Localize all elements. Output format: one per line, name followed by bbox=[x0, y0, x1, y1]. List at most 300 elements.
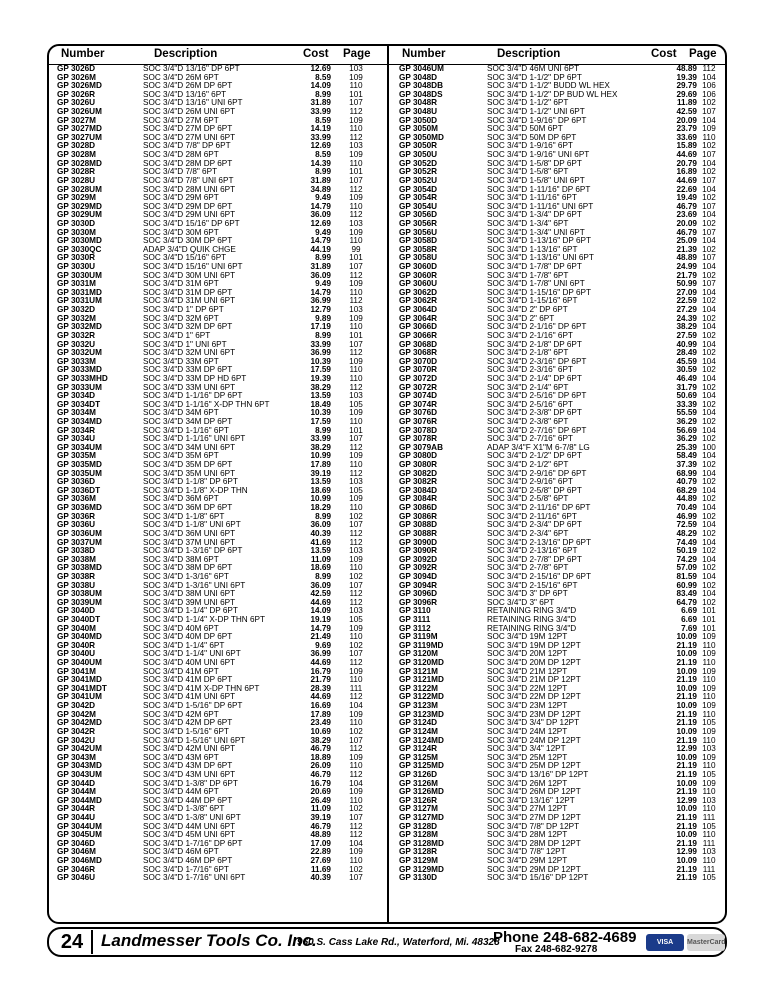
catalog-page: 107 bbox=[349, 520, 363, 530]
part-description: SOC 3/4"D 21M DP 12PT bbox=[487, 675, 581, 685]
part-number: GP 3045UM bbox=[57, 830, 102, 840]
part-cost: 10.09 bbox=[676, 701, 697, 711]
catalog-page: 103 bbox=[349, 218, 363, 228]
catalog-page: 109 bbox=[349, 494, 363, 504]
part-cost: 55.59 bbox=[676, 408, 697, 418]
part-cost: 44.19 bbox=[310, 244, 331, 254]
catalog-page: 110 bbox=[702, 675, 716, 685]
part-cost: 20.79 bbox=[676, 158, 697, 168]
part-description: SOC 3/4"D 36M 6PT bbox=[143, 494, 219, 504]
part-number: GP 3068R bbox=[399, 348, 438, 358]
part-cost: 23.49 bbox=[310, 718, 331, 728]
part-description: SOC 3/4"D 1-5/16" DP 6PT bbox=[143, 701, 243, 711]
part-cost: 16.89 bbox=[676, 167, 697, 177]
part-description: ADAP 3/4"D QUIK CHGE bbox=[143, 244, 236, 254]
part-cost: 30.59 bbox=[676, 365, 697, 375]
part-number: GP 3036UM bbox=[57, 528, 102, 538]
part-description: SOC 3/4"D 38M DP 6PT bbox=[143, 563, 233, 573]
part-cost: 21.19 bbox=[676, 658, 697, 668]
part-description: SOC 3/4"D 44M DP 6PT bbox=[143, 795, 233, 805]
part-description: SOC 3/4"D 28M DP 6PT bbox=[143, 158, 233, 168]
part-number: GP 3084R bbox=[399, 494, 438, 504]
catalog-page: 107 bbox=[702, 279, 716, 289]
part-number: GP 3044M bbox=[57, 787, 96, 797]
part-description: SOC 3/4"D 30M 6PT bbox=[143, 227, 219, 237]
part-description: SOC 3/4"D 1-9/16" UNI 6PT bbox=[487, 150, 590, 160]
part-number: GP 3027M bbox=[57, 115, 96, 125]
part-description: SOC 3/4"D 27M 12PT bbox=[487, 804, 568, 814]
part-description: SOC 3/4"D 37M UNI 6PT bbox=[143, 537, 236, 547]
catalog-page: 107 bbox=[702, 227, 716, 237]
part-description: SOC 3/4"D 2-15/16" 6PT bbox=[487, 580, 578, 590]
catalog-page: 99 bbox=[351, 244, 361, 254]
part-description: SOC 3/4"D 1-5/16" 6PT bbox=[143, 726, 229, 736]
part-description: SOC 3/4"D 27M UNI 6PT bbox=[143, 132, 236, 142]
catalog-page: 104 bbox=[702, 451, 716, 461]
part-cost: 36.09 bbox=[310, 210, 331, 220]
part-description: SOC 3/4"D 1-15/16" DP 6PT bbox=[487, 287, 591, 297]
catalog-page: 110 bbox=[702, 830, 716, 840]
part-cost: 36.29 bbox=[676, 416, 697, 426]
catalog-page: 109 bbox=[349, 193, 363, 203]
catalog-page: 112 bbox=[349, 270, 363, 280]
catalog-page: 105 bbox=[702, 769, 716, 779]
part-description: SOC 3/4"D 1-7/16" UNI 6PT bbox=[143, 873, 246, 883]
part-description: SOC 3/4"D 21M 12PT bbox=[487, 666, 568, 676]
part-description: SOC 3/4"D 26M DP 6PT bbox=[143, 81, 233, 91]
part-cost: 19.39 bbox=[676, 72, 697, 82]
catalog-page: 109 bbox=[349, 623, 363, 633]
part-description: SOC 3/4"D 2-1/4" DP 6PT bbox=[487, 373, 582, 383]
part-cost: 10.09 bbox=[676, 726, 697, 736]
part-cost: 21.19 bbox=[676, 709, 697, 719]
part-description: SOC 3/4"D 43M 6PT bbox=[143, 752, 219, 762]
part-description: SOC 3/4"D 1-7/8" DP 6PT bbox=[487, 262, 582, 272]
phone-number: Phone 248-682-4689 bbox=[493, 929, 637, 946]
part-cost: 31.89 bbox=[310, 98, 331, 108]
catalog-page: 110 bbox=[702, 692, 716, 702]
part-number: GP 3027UM bbox=[57, 132, 102, 142]
part-description: SOC 3/4"D 38M UNI 6PT bbox=[143, 589, 236, 599]
catalog-page: 107 bbox=[702, 253, 716, 263]
part-number: GP 3031M bbox=[57, 279, 96, 289]
part-number: GP 3042MD bbox=[57, 718, 102, 728]
part-cost: 16.79 bbox=[310, 778, 331, 788]
part-number: GP 3040R bbox=[57, 640, 96, 650]
part-number: GP 3123MD bbox=[399, 709, 444, 719]
catalog-page: 109 bbox=[702, 726, 716, 736]
catalog-page: 110 bbox=[702, 658, 716, 668]
part-number: GP 3038M bbox=[57, 554, 96, 564]
catalog-page: 109 bbox=[349, 408, 363, 418]
catalog-page: 102 bbox=[702, 477, 716, 487]
part-number: GP 3092D bbox=[399, 554, 438, 564]
part-cost: 8.59 bbox=[315, 115, 331, 125]
catalog-page: 101 bbox=[702, 615, 716, 624]
part-description: SOC 3/4"D 35M 6PT bbox=[143, 451, 219, 461]
part-number: GP 3124R bbox=[399, 744, 438, 754]
part-cost: 10.09 bbox=[676, 856, 697, 866]
part-description: SOC 3/4"D 26M DP 12PT bbox=[487, 787, 581, 797]
part-description: SOC 3/4"D 2-3/4" DP 6PT bbox=[487, 520, 582, 530]
part-cost: 26.09 bbox=[310, 761, 331, 771]
part-number: GP 3121M bbox=[399, 666, 438, 676]
catalog-page: 110 bbox=[349, 236, 363, 246]
part-cost: 21.19 bbox=[676, 838, 697, 848]
catalog-page: 112 bbox=[349, 468, 363, 478]
catalog-page: 104 bbox=[702, 115, 716, 125]
part-cost: 21.19 bbox=[676, 761, 697, 771]
company-address: 960 S. Cass Lake Rd., Waterford, Mi. 48328 bbox=[297, 937, 500, 948]
part-number: GP 3029MD bbox=[57, 201, 102, 211]
part-cost: 48.89 bbox=[676, 64, 697, 73]
part-description: RETAINING RING 3/4"D bbox=[487, 615, 577, 624]
catalog-page: 110 bbox=[349, 632, 363, 642]
catalog-page: 102 bbox=[702, 348, 716, 358]
part-number: GP 3125M bbox=[399, 752, 438, 762]
part-number: GP 3043MD bbox=[57, 761, 102, 771]
catalog-page: 112 bbox=[349, 744, 363, 754]
part-cost: 24.99 bbox=[676, 262, 697, 272]
part-cost: 33.99 bbox=[310, 434, 331, 444]
part-number: GP 3040UM bbox=[57, 658, 102, 668]
catalog-page: 101 bbox=[349, 89, 363, 99]
part-description: SOC 3/4"D 41M X-DP THN 6PT bbox=[143, 683, 260, 693]
catalog-page: 112 bbox=[349, 132, 363, 142]
part-cost: 21.49 bbox=[310, 632, 331, 642]
part-description: SOC 3/4"D 1-7/8" UNI 6PT bbox=[487, 279, 585, 289]
part-number: GP 3127MD bbox=[399, 813, 444, 823]
part-cost: 9.69 bbox=[315, 640, 331, 650]
part-number: GP 3032UM bbox=[57, 348, 102, 358]
catalog-page: 107 bbox=[349, 813, 363, 823]
part-cost: 21.19 bbox=[676, 769, 697, 779]
part-description: SOC 3/4"D 1-3/16" DP 6PT bbox=[143, 546, 243, 556]
part-cost: 8.99 bbox=[315, 89, 331, 99]
part-cost: 45.59 bbox=[676, 356, 697, 366]
part-number: GP 3034MD bbox=[57, 416, 102, 426]
part-description: SOC 3/4"D 28M 12PT bbox=[487, 830, 568, 840]
part-cost: 10.39 bbox=[310, 356, 331, 366]
part-cost: 38.29 bbox=[676, 322, 697, 332]
catalog-page: 104 bbox=[702, 287, 716, 297]
part-cost: 6.69 bbox=[681, 606, 697, 616]
part-cost: 22.69 bbox=[676, 184, 697, 194]
part-description: SOC 3/4"D 42M UNI 6PT bbox=[143, 744, 236, 754]
part-description: SOC 3/4"D 2-9/16" DP 6PT bbox=[487, 468, 587, 478]
part-number: GP 3128D bbox=[399, 821, 438, 831]
part-number: GP 3028R bbox=[57, 167, 96, 177]
part-number: GP 3038D bbox=[57, 546, 96, 556]
part-description: SOC 3/4"D 3/4" DP 12PT bbox=[487, 718, 580, 728]
part-cost: 8.99 bbox=[315, 425, 331, 435]
part-description: SOC 3/4"D 30M DP 6PT bbox=[143, 236, 233, 246]
part-description: SOC 3/4"D 1-3/8" DP 6PT bbox=[143, 778, 238, 788]
part-cost: 50.99 bbox=[676, 279, 697, 289]
catalog-page: 109 bbox=[349, 847, 363, 857]
part-number: GP 3056R bbox=[399, 218, 438, 228]
part-description: SOC 3/4"D 29M 12PT bbox=[487, 856, 568, 866]
part-cost: 12.99 bbox=[676, 744, 697, 754]
page-number: 24 bbox=[53, 930, 93, 954]
catalog-page: 110 bbox=[349, 287, 363, 297]
part-description: SOC 3/4"D 41M UNI 6PT bbox=[143, 692, 236, 702]
right-rows bbox=[389, 65, 727, 883]
part-cost: 40.79 bbox=[676, 477, 697, 487]
part-number: GP 3046D bbox=[57, 838, 96, 848]
catalog-page: 102 bbox=[702, 244, 716, 254]
catalog-page: 109 bbox=[702, 683, 716, 693]
part-description: SOC 3/4"D 32M DP 6PT bbox=[143, 322, 233, 332]
catalog-page: 102 bbox=[702, 546, 716, 556]
part-number: GP 3066R bbox=[399, 330, 438, 340]
part-number: GP 3054U bbox=[399, 201, 438, 211]
header-cost: Cost bbox=[651, 48, 677, 60]
catalog-page: 109 bbox=[349, 72, 363, 82]
part-cost: 36.09 bbox=[310, 270, 331, 280]
part-number: GP 3092R bbox=[399, 563, 438, 573]
catalog-page: 109 bbox=[702, 649, 716, 659]
catalog-page: 103 bbox=[349, 305, 363, 315]
catalog-page: 107 bbox=[349, 873, 363, 883]
catalog-page: 102 bbox=[702, 597, 716, 607]
catalog-page: 104 bbox=[349, 778, 363, 788]
part-description: SOC 3/4"D 1-1/8" UNI 6PT bbox=[143, 520, 241, 530]
catalog-page: 104 bbox=[702, 425, 716, 435]
catalog-page: 112 bbox=[349, 184, 363, 194]
part-description: SOC 3/4"D 1-1/16" X-DP THN 6PT bbox=[143, 399, 270, 409]
catalog-page: 101 bbox=[349, 167, 363, 177]
part-cost: 14.79 bbox=[310, 623, 331, 633]
header-page: Page bbox=[343, 48, 371, 60]
catalog-page: 109 bbox=[349, 554, 363, 564]
catalog-page: 112 bbox=[349, 597, 363, 607]
catalog-page: 112 bbox=[349, 692, 363, 702]
part-cost: 44.89 bbox=[676, 494, 697, 504]
part-number: GP 3076D bbox=[399, 408, 438, 418]
part-cost: 21.19 bbox=[676, 692, 697, 702]
part-description: SOC 3/4"D 50M 6PT bbox=[487, 124, 563, 134]
catalog-page: 110 bbox=[349, 856, 363, 866]
part-number: GP 3120M bbox=[399, 649, 438, 659]
part-cost: 18.89 bbox=[310, 752, 331, 762]
part-number: GP 3129MD bbox=[399, 864, 444, 874]
part-description: ADAP 3/4"F X1"M 6-7/8" LG bbox=[487, 442, 590, 452]
catalog-page: 102 bbox=[702, 563, 716, 573]
catalog-page: 105 bbox=[349, 615, 363, 624]
part-cost: 8.99 bbox=[315, 253, 331, 263]
catalog-page: 102 bbox=[702, 313, 716, 323]
catalog-page: 109 bbox=[702, 632, 716, 642]
part-description: SOC 3/4"D 41M DP 6PT bbox=[143, 675, 233, 685]
part-cost: 19.49 bbox=[676, 193, 697, 203]
catalog-page: 112 bbox=[349, 821, 363, 831]
part-description: SOC 3/4"D 29M DP 12PT bbox=[487, 864, 581, 874]
catalog-page: 105 bbox=[702, 821, 716, 831]
catalog-page: 102 bbox=[702, 330, 716, 340]
part-description: SOC 3/4"D 1-15/16" 6PT bbox=[487, 296, 578, 306]
part-cost: 44.69 bbox=[310, 597, 331, 607]
part-description: SOC 3/4"D 33M DP HD 6PT bbox=[143, 373, 247, 383]
part-cost: 68.29 bbox=[676, 485, 697, 495]
catalog-page: 104 bbox=[702, 236, 716, 246]
part-description: SOC 3/4"D 1-3/8" UNI 6PT bbox=[143, 813, 241, 823]
part-cost: 42.59 bbox=[310, 589, 331, 599]
part-number: GP 3126D bbox=[399, 769, 438, 779]
part-number: GP 3041MD bbox=[57, 675, 102, 685]
part-cost: 57.09 bbox=[676, 563, 697, 573]
header-page: Page bbox=[689, 48, 717, 60]
part-cost: 9.49 bbox=[315, 227, 331, 237]
catalog-page: 110 bbox=[349, 563, 363, 573]
catalog-page: 112 bbox=[349, 658, 363, 668]
part-description: SOC 3/4"D 28M DP 12PT bbox=[487, 838, 581, 848]
part-description: SOC 3/4"D 2-1/16" 6PT bbox=[487, 330, 573, 340]
part-cost: 46.79 bbox=[676, 201, 697, 211]
part-number: GP 3040U bbox=[57, 649, 96, 659]
part-description: SOC 3/4"D 29M 6PT bbox=[143, 193, 219, 203]
part-description: SOC 3/4"D 1-1/8" DP 6PT bbox=[143, 477, 238, 487]
catalog-page: 110 bbox=[349, 373, 363, 383]
part-description: SOC 3/4"D 1" 6PT bbox=[143, 330, 211, 340]
catalog-page: 102 bbox=[702, 460, 716, 470]
part-number: GP 3038MD bbox=[57, 563, 102, 573]
part-description: SOC 3/4"D 2-3/16" DP 6PT bbox=[487, 356, 587, 366]
part-cost: 83.49 bbox=[676, 589, 697, 599]
part-number: GP 3119M bbox=[399, 632, 438, 642]
header-number: Number bbox=[61, 48, 105, 60]
part-description: SOC 3/4"D 1-1/8" X-DP THN bbox=[143, 485, 248, 495]
part-description: SOC 3/4"D 2-5/16" DP 6PT bbox=[487, 391, 587, 401]
part-number: GP 3028U bbox=[57, 175, 96, 185]
catalog-page: 102 bbox=[349, 864, 363, 874]
part-description: SOC 3/4"D 2-1/2" DP 6PT bbox=[487, 451, 582, 461]
part-description: SOC 3/4"D 38M 6PT bbox=[143, 554, 219, 564]
catalog-page: 105 bbox=[702, 873, 716, 883]
part-cost: 44.69 bbox=[676, 175, 697, 185]
part-description: SOC 3/4"D 2-13/16" 6PT bbox=[487, 546, 578, 556]
part-description: SOC 3/4"D 1" UNI 6PT bbox=[143, 339, 227, 349]
part-number: GP 3035M bbox=[57, 451, 96, 461]
part-description: SOC 3/4"D 7/8" UNI 6PT bbox=[143, 175, 234, 185]
part-number: GP 3050D bbox=[399, 115, 438, 125]
part-description: SOC 3/4"D 1-11/16" UNI 6PT bbox=[487, 201, 594, 211]
part-cost: 11.69 bbox=[310, 864, 331, 874]
part-cost: 16.79 bbox=[310, 666, 331, 676]
catalog-page: 110 bbox=[702, 735, 716, 745]
catalog-page: 112 bbox=[349, 528, 363, 538]
part-cost: 10.09 bbox=[676, 683, 697, 693]
part-cost: 29.79 bbox=[676, 81, 697, 91]
part-description: SOC 3/4"D 1-1/2" DP BUD WL HEX bbox=[487, 89, 618, 99]
part-description: SOC 3/4"D 1-1/2" UNI 6PT bbox=[487, 107, 585, 117]
part-description: SOC 3/4"D 26M 6PT bbox=[143, 72, 219, 82]
part-cost: 12.99 bbox=[676, 847, 697, 857]
part-number: GP 3040MD bbox=[57, 632, 102, 642]
part-cost: 10.09 bbox=[676, 830, 697, 840]
part-cost: 10.09 bbox=[676, 649, 697, 659]
part-number: GP 3127M bbox=[399, 804, 438, 814]
part-number: GP 3027MD bbox=[57, 124, 102, 134]
visa-logo: VISA bbox=[646, 934, 684, 951]
part-cost: 12.69 bbox=[310, 64, 331, 73]
catalog-page: 110 bbox=[349, 503, 363, 513]
part-number: GP 3128MD bbox=[399, 838, 444, 848]
part-number: GP 3043M bbox=[57, 752, 96, 762]
part-description: SOC 3/4"D 33M 6PT bbox=[143, 356, 219, 366]
part-number: GP 3041MDT bbox=[57, 683, 107, 693]
part-cost: 23.79 bbox=[676, 124, 697, 134]
part-description: SOC 3/4"D 34M DP 6PT bbox=[143, 416, 233, 426]
catalog-page: 106 bbox=[702, 89, 716, 99]
part-number: GP 3033M bbox=[57, 356, 96, 366]
part-cost: 46.79 bbox=[310, 821, 331, 831]
catalog-page: 104 bbox=[702, 305, 716, 315]
part-cost: 21.79 bbox=[310, 675, 331, 685]
part-cost: 27.09 bbox=[676, 287, 697, 297]
part-cost: 13.59 bbox=[310, 477, 331, 487]
part-number: GP 3119MD bbox=[399, 640, 444, 650]
part-cost: 21.19 bbox=[676, 735, 697, 745]
company-name: Landmesser Tools Co. Inc. bbox=[101, 931, 317, 950]
part-cost: 9.49 bbox=[315, 279, 331, 289]
part-number: GP 3038UM bbox=[57, 589, 102, 599]
part-number: GP 3128M bbox=[399, 830, 438, 840]
part-number: GP 3026D bbox=[57, 64, 96, 73]
catalog-page: 101 bbox=[349, 253, 363, 263]
part-description: SOC 3/4"D 2-7/16" 6PT bbox=[487, 434, 573, 444]
part-description: SOC 3/4"D 1-1/4" 6PT bbox=[143, 640, 225, 650]
catalog-page: 107 bbox=[349, 98, 363, 108]
part-cost: 8.99 bbox=[315, 571, 331, 581]
catalog-page: 102 bbox=[702, 434, 716, 444]
catalog-page: 110 bbox=[349, 761, 363, 771]
part-cost: 25.39 bbox=[676, 442, 697, 452]
catalog-page: 104 bbox=[702, 391, 716, 401]
part-number: GP 3090R bbox=[399, 546, 438, 556]
catalog-page: 112 bbox=[349, 382, 363, 392]
catalog-page: 107 bbox=[702, 175, 716, 185]
catalog-page: 109 bbox=[702, 701, 716, 711]
part-number: GP 3046U bbox=[57, 873, 96, 883]
part-description: SOC 3/4"D 40M DP 6PT bbox=[143, 632, 233, 642]
part-description: SOC 3/4"D 27M DP 12PT bbox=[487, 813, 581, 823]
part-cost: 50.19 bbox=[676, 546, 697, 556]
catalog-page: 103 bbox=[702, 795, 716, 805]
part-number: GP 3110 bbox=[399, 606, 431, 616]
part-number: GP 3036DT bbox=[57, 485, 101, 495]
part-cost: 21.19 bbox=[676, 821, 697, 831]
part-description: SOC 3/4"D 26M 12PT bbox=[487, 778, 568, 788]
part-cost: 17.09 bbox=[310, 838, 331, 848]
catalog-frame bbox=[47, 44, 727, 924]
part-number: GP 3062D bbox=[399, 287, 438, 297]
left-rows bbox=[49, 65, 387, 883]
part-description: SOC 3/4"D 1-13/16" DP 6PT bbox=[487, 236, 591, 246]
part-description: SOC 3/4"D 19M 12PT bbox=[487, 632, 568, 642]
part-description: SOC 3/4"D 2-11/16" DP 6PT bbox=[487, 503, 591, 513]
part-number: GP 3126M bbox=[399, 778, 438, 788]
part-description: SOC 3/4"D 41M 6PT bbox=[143, 666, 219, 676]
catalog-page: 107 bbox=[349, 649, 363, 659]
part-description: SOC 3/4"D 13/16" DP 6PT bbox=[143, 64, 240, 73]
part-number: GP 3032U bbox=[57, 339, 96, 349]
part-cost: 10.09 bbox=[676, 632, 697, 642]
part-number: GP 3078R bbox=[399, 434, 438, 444]
part-cost: 40.99 bbox=[676, 339, 697, 349]
part-description: SOC 3/4"D 15/16" DP 12PT bbox=[487, 873, 589, 883]
part-cost: 34.89 bbox=[310, 184, 331, 194]
